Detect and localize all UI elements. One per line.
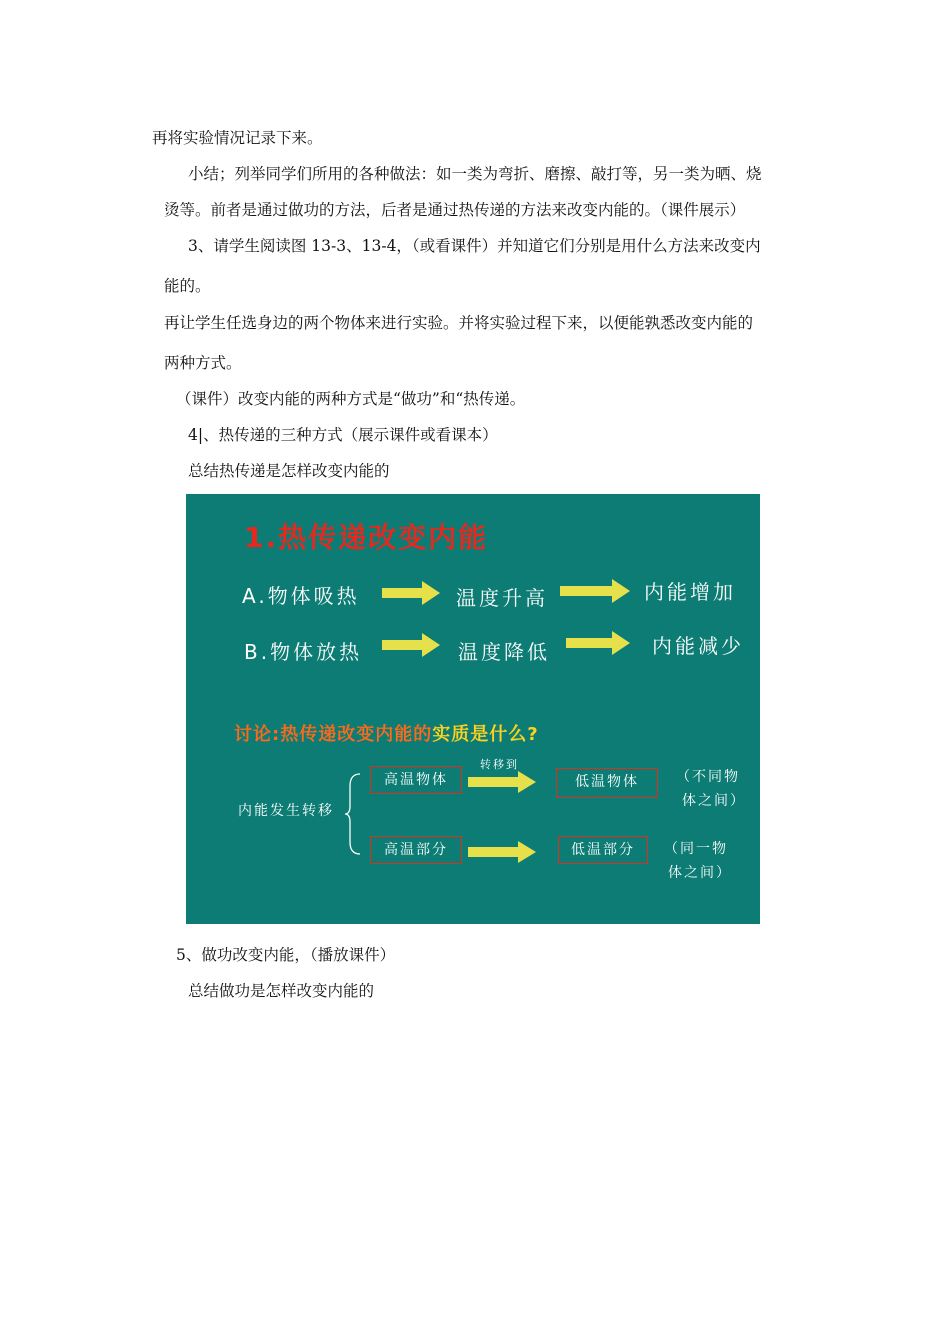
text-line-8: （课件）改变内能的两种方式是“做功”和“热传递。 (176, 390, 526, 408)
case2-to-box: 低温部分 (558, 836, 648, 864)
brace-icon (344, 772, 364, 856)
text-line-10: 总结热传递是怎样改变内能的 (188, 462, 390, 480)
after-line-1: 5、做功改变内能，（播放课件） (176, 946, 396, 964)
text-line-9: 4|、热传递的三种方式（展示课件或看课本） (188, 426, 498, 444)
slide-title: 1.热传递改变内能 (244, 521, 489, 554)
case1-arrow-icon (468, 770, 538, 794)
after-line-2: 总结做功是怎样改变内能的 (188, 982, 375, 1000)
row-b-arrow-1-icon (382, 632, 442, 658)
text-line-6: 再让学生任选身边的两个物体来进行实验。并将实验过程下来，以便能孰悉改变内能的 (164, 314, 754, 332)
row-b-arrow-2-icon (566, 630, 632, 656)
text-line-4: 3、请学生阅读图 13-3、13-4，（或看课件）并知道它们分别是用什么方法来改变内 (188, 237, 761, 255)
row-b-label: B.物体放热 (244, 640, 363, 664)
discussion-prefix: 讨论:热传递改变内能的 (234, 724, 433, 745)
row-a-middle: 温度升高 (456, 586, 548, 610)
row-a-arrow-1-icon (382, 580, 442, 606)
case2-note-line1: （同一物 (664, 841, 728, 857)
row-a-result: 内能增加 (644, 580, 736, 604)
transfer-label: 内能发生转移 (238, 803, 334, 819)
arrow-label: 转移到 (480, 758, 519, 771)
row-a-label: A.物体吸热 (242, 584, 360, 608)
case1-from-box: 高温物体 (370, 766, 462, 794)
row-b-result: 内能减少 (652, 634, 744, 658)
row-a-arrow-2-icon (560, 578, 632, 604)
row-b-middle: 温度降低 (458, 640, 550, 664)
text-line-3: 烫等。前者是通过做功的方法，后者是通过热传递的方法来改变内能的。（课件展示） (164, 201, 746, 219)
text-line-1: 再将实验情况记录下来。 (152, 129, 323, 147)
case2-from-box: 高温部分 (370, 836, 462, 864)
case1-note-line2: 体之间） (682, 793, 746, 809)
slide-image (186, 494, 760, 924)
discussion-question (234, 720, 539, 746)
case1-to-box: 低温物体 (556, 768, 658, 798)
discussion-highlight: 实质是什么? (432, 724, 539, 745)
case2-note-line2: 体之间） (668, 865, 732, 881)
text-line-2: 小结；列举同学们所用的各种做法：如一类为弯折、磨擦、敲打等，另一类为晒、烧 (188, 165, 762, 183)
case2-arrow-icon (468, 840, 538, 864)
case1-note-line1: （不同物 (676, 769, 740, 785)
text-line-5: 能的。 (164, 277, 211, 295)
text-line-7: 两种方式。 (164, 354, 242, 372)
